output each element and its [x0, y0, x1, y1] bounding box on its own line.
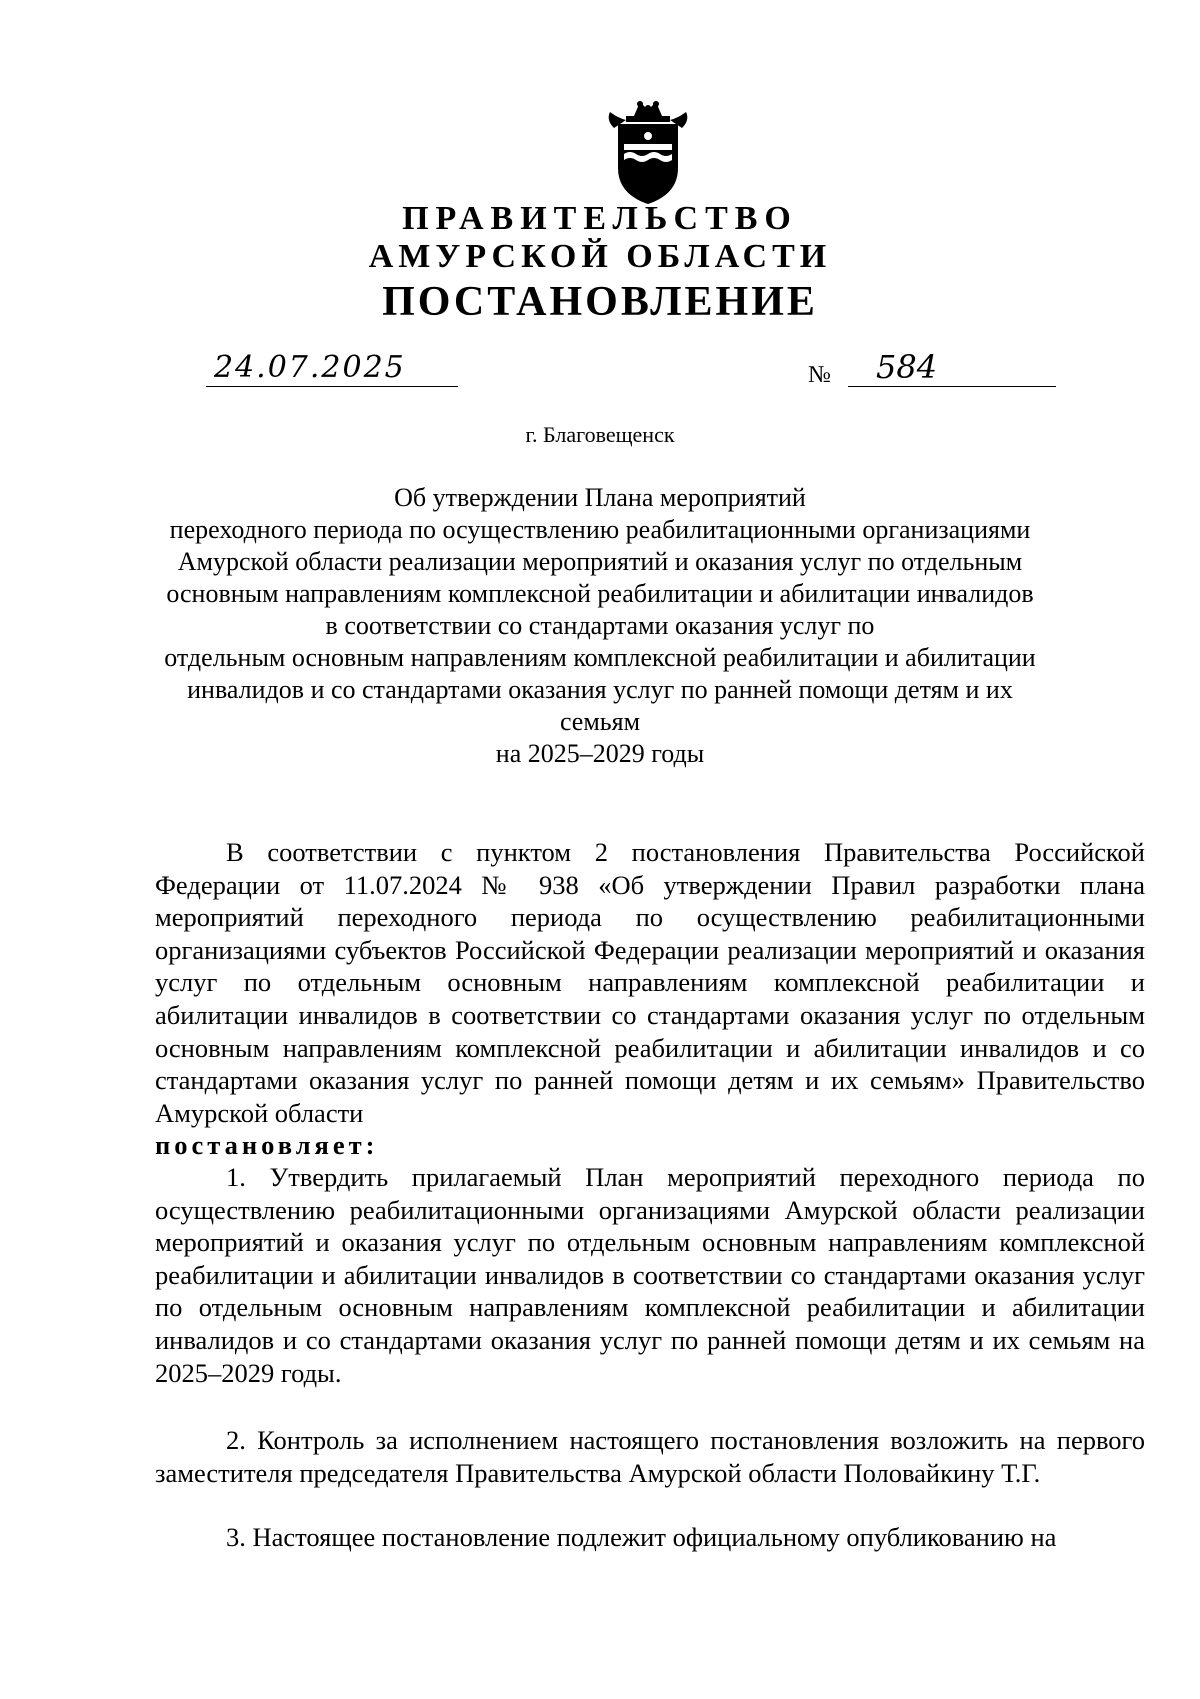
preamble-paragraph: В соответствии с пунктом 2 постановления Правительства Российской Федерации от 11.07.2024 № 938 «Об утверждении Правил разработки плана мероприятий переходного периода по осуществлению реабилитационными организациями субъектов Российской Федерации реализации мероприятий и оказания услуг по отдельным основным направлениям комплексной реабилитации и абилитации инвалидов в соответствии со стандартами оказания услуг по отдельным основным направлениям комплексной реабилитации и абилитации инвалидов и со стандартами оказания услуг по ранней помощи детям и их семьям» Правительство Амурской области — [155, 837, 1145, 1128]
document-title — [140, 482, 1060, 770]
title-line: инвалидов и со стандартами оказания услуг по ранней помощи детям и их — [187, 675, 1013, 704]
number-field — [848, 348, 1056, 387]
coat-of-arms-emblem — [604, 98, 692, 208]
clause-1: 1. Утвердить прилагаемый План мероприятий переходного периода по осуществлению реабилитационными организациями Амурской области реализации мероприятий и оказания услуг по отдельным основным направлениям комплексной реабилитации и абилитации инвалидов в соответствии со стандартами оказания услуг по отдельным основным направлениям комплексной реабилитации и абилитации инвалидов и со стандартами оказания услуг по ранней помощи детям и их семьям на 2025–2029 годы. — [155, 1162, 1145, 1388]
title-line: основным направлениям комплексной реабилитации и абилитации инвалидов — [166, 579, 1034, 608]
title-line: отдельным основным направлениям комплексной реабилитации и абилитации — [164, 643, 1036, 672]
title-line: Амурской области реализации мероприятий и оказания услуг по отдельным — [177, 547, 1023, 576]
title-line: в соответствии со стандартами оказания услуг по — [325, 611, 875, 640]
city-label: г. Благовещенск — [525, 422, 675, 447]
handwritten-date: 24.07.2025 — [214, 350, 406, 385]
title-line: переходного периода по осуществлению реабилитационными организациями — [169, 515, 1031, 544]
title-line: Об утверждении Плана мероприятий — [394, 483, 806, 512]
number-sign: № — [808, 362, 831, 388]
organization-name-line2: АМУРСКОЙ ОБЛАСТИ — [368, 238, 832, 275]
clause-3: 3. Настоящее постановление подлежит официальному опубликованию на — [226, 1522, 1057, 1552]
document-type: ПОСТАНОВЛЕНИЕ — [382, 279, 818, 325]
organization-name-line1: ПРАВИТЕЛЬСТВО — [402, 200, 798, 237]
clause-2: 2. Контроль за исполнением настоящего постановления возложить на первого заместителя председателя Правительства Амурской области Половайкину Т.Г. — [155, 1425, 1145, 1488]
date-field — [206, 352, 458, 387]
title-line: на 2025–2029 годы — [495, 739, 705, 768]
resolves-heading: постановляет: — [155, 1130, 379, 1160]
handwritten-number: 584 — [876, 348, 938, 386]
title-line: семьям — [559, 707, 641, 736]
